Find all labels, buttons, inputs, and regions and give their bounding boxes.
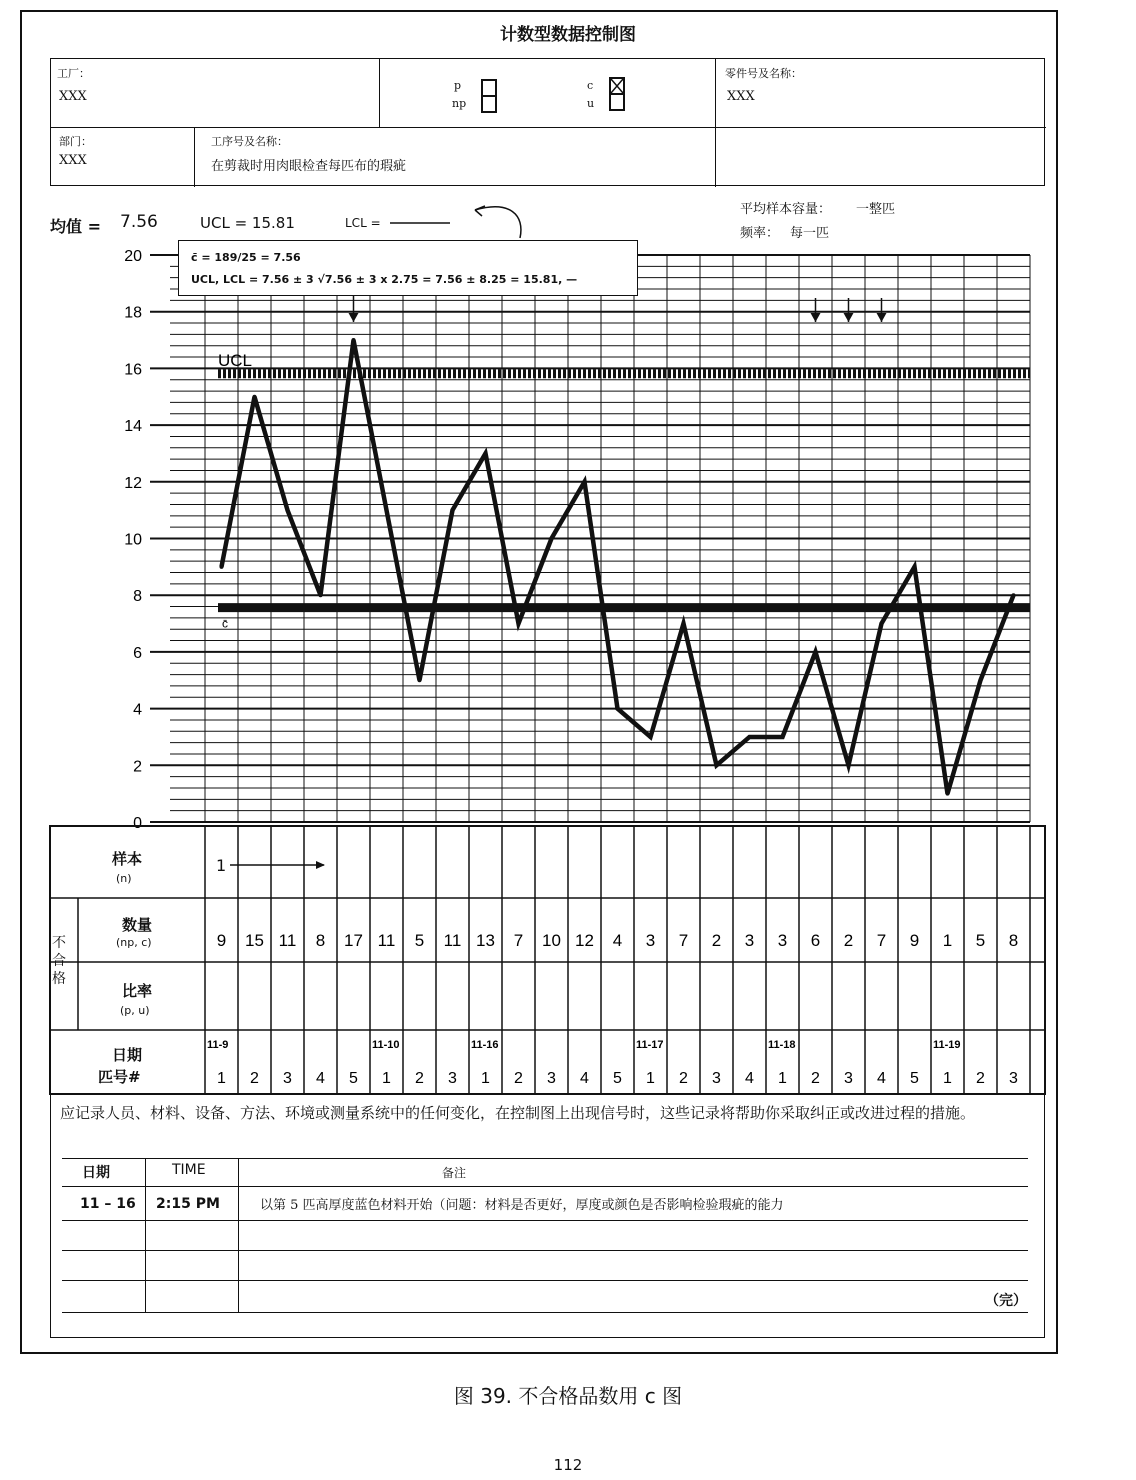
piece-cell: 1 <box>778 1070 787 1087</box>
factory-label: 工厂： <box>57 67 90 80</box>
count-cell: 9 <box>216 931 227 950</box>
data-point <box>583 480 587 484</box>
count-cell: 5 <box>975 931 986 950</box>
signal-arrow <box>844 313 854 322</box>
date-cell: 11-18 <box>768 1039 796 1051</box>
date-cell: 11-19 <box>933 1039 961 1051</box>
formula-box <box>178 240 638 296</box>
notes-col-time: TIME <box>172 1162 206 1178</box>
dept-value: XXX <box>59 153 87 168</box>
piece-cell: 4 <box>316 1070 325 1087</box>
piece-cell: 5 <box>613 1070 622 1087</box>
mean-label: 均值 = <box>50 217 101 236</box>
avg-sample-label: 平均样本容量： <box>740 202 832 217</box>
count-sub: (np, c) <box>116 936 152 949</box>
piece-cell: 3 <box>283 1070 292 1087</box>
signal-arrow <box>349 313 359 322</box>
date-label: 日期 <box>112 1046 143 1064</box>
dept-label: 部门： <box>59 135 92 148</box>
formula-line-2: UCL, LCL = 7.56 ± 3 √7.56 ± 3 x 2.75 = 7.56 ± 8.25 = 15.81, — <box>191 273 578 286</box>
piece-cell: 1 <box>481 1070 490 1087</box>
u-label: u <box>587 97 595 110</box>
piece-cell: 3 <box>712 1070 721 1087</box>
y-tick-label: 0 <box>133 815 142 832</box>
piece-cell: 5 <box>349 1070 358 1087</box>
piece-cell: 2 <box>250 1070 259 1087</box>
y-tick-label: 2 <box>133 758 142 776</box>
count-cell: 17 <box>344 931 363 950</box>
sample-first: 1 <box>216 856 227 875</box>
count-cell: 8 <box>315 931 326 950</box>
piece-cell: 4 <box>745 1070 754 1087</box>
data-point <box>418 678 422 682</box>
y-tick-label: 8 <box>133 588 142 606</box>
piece-cell: 4 <box>580 1070 589 1087</box>
y-tick-label: 18 <box>124 304 142 322</box>
data-point <box>682 622 686 626</box>
y-tick-label: 16 <box>124 361 142 379</box>
freq-label: 频率： <box>740 226 780 241</box>
data-point <box>286 508 290 512</box>
piece-cell: 3 <box>1009 1070 1018 1087</box>
y-tick-label: 12 <box>124 474 142 492</box>
avg-sample-value: 一整匹 <box>856 202 896 217</box>
data-point <box>814 650 818 654</box>
data-point <box>484 451 488 455</box>
data-table <box>50 826 1045 1094</box>
data-point <box>253 395 257 399</box>
data-point <box>781 735 785 739</box>
piece-cell: 5 <box>910 1070 919 1087</box>
count-cell: 6 <box>810 931 821 950</box>
rate-sub: (p, u) <box>120 1004 150 1017</box>
data-point <box>847 763 851 767</box>
date-cell: 11-9 <box>207 1039 229 1051</box>
count-cell: 12 <box>575 931 594 950</box>
notes-col-remark: 备注 <box>442 1166 467 1180</box>
piece-cell: 2 <box>976 1070 985 1087</box>
notes-row1-time: 2:15 PM <box>156 1196 220 1212</box>
count-cell: 15 <box>245 931 264 950</box>
part-value: XXX <box>727 89 755 104</box>
process-label: 工序号及名称： <box>211 135 288 148</box>
y-tick-label: 20 <box>124 248 142 265</box>
y-tick-label: 14 <box>124 418 142 436</box>
piece-cell: 3 <box>547 1070 556 1087</box>
count-cell: 3 <box>777 931 788 950</box>
sample-arrow <box>230 860 330 870</box>
piece-cell: 3 <box>844 1070 853 1087</box>
data-point <box>352 338 356 342</box>
formula-line-1: c̄ = 189/25 = 7.56 <box>191 251 301 264</box>
y-tick-label: 6 <box>133 644 142 662</box>
factory-value: XXX <box>59 89 87 104</box>
side-label: 不合格 <box>52 935 66 987</box>
piece-cell: 1 <box>382 1070 391 1087</box>
part-label: 零件号及名称： <box>725 67 802 80</box>
count-cell: 5 <box>414 931 425 950</box>
process-value: 在剪裁时用肉眼检查每匹布的瑕疵 <box>211 159 407 174</box>
date-cell: 11-17 <box>636 1039 664 1051</box>
data-point <box>385 508 389 512</box>
count-cell: 1 <box>942 931 953 950</box>
count-cell: 7 <box>678 931 689 950</box>
center-label: c̄ <box>222 616 228 631</box>
notes-row1-remark: 以第 5 匹高厚度蓝色材料开始（问题：材料是否更好，厚度或颜色是否影响检验瑕疵的能力 <box>260 1198 784 1213</box>
ucl-label: UCL <box>218 350 253 370</box>
count-cell: 13 <box>476 931 495 950</box>
data-point <box>451 508 455 512</box>
count-cell: 11 <box>443 931 462 950</box>
piece-label: 匹号# <box>98 1068 141 1086</box>
data-point <box>880 622 884 626</box>
piece-cell: 2 <box>415 1070 424 1087</box>
data-point <box>1012 593 1016 597</box>
count-cell: 10 <box>542 931 561 950</box>
piece-cell: 2 <box>514 1070 523 1087</box>
signal-arrow <box>811 313 821 322</box>
data-point <box>649 735 653 739</box>
count-cell: 4 <box>612 931 623 950</box>
count-cell: 3 <box>645 931 656 950</box>
form-title: 计数型数据控制图 <box>500 25 636 45</box>
data-point <box>220 565 224 569</box>
data-point <box>913 565 917 569</box>
piece-cell: 4 <box>877 1070 886 1087</box>
piece-cell: 1 <box>646 1070 655 1087</box>
count-cell: 3 <box>744 931 755 950</box>
freq-value: 每一匹 <box>790 226 830 241</box>
count-cell: 7 <box>876 931 887 950</box>
date-cell: 11-16 <box>471 1039 499 1051</box>
piece-cell: 2 <box>679 1070 688 1087</box>
count-cell: 11 <box>377 931 396 950</box>
count-cell: 11 <box>278 931 297 950</box>
y-tick-label: 10 <box>124 531 142 549</box>
notes-end: （完） <box>985 1293 1027 1309</box>
p-label: p <box>454 79 462 92</box>
piece-cell: 2 <box>811 1070 820 1087</box>
np-label: np <box>452 97 467 110</box>
piece-cell: 3 <box>448 1070 457 1087</box>
data-point <box>715 763 719 767</box>
mean-value: 7.56 <box>120 212 158 232</box>
y-tick-label: 4 <box>133 701 142 719</box>
count-cell: 2 <box>843 931 854 950</box>
c-label: c <box>587 79 594 92</box>
sample-label: 样本 <box>112 850 143 868</box>
data-point <box>616 707 620 711</box>
ucl-text: UCL = 15.81 <box>200 214 295 232</box>
data-point <box>979 678 983 682</box>
count-cell: 8 <box>1008 931 1019 950</box>
date-cell: 11-10 <box>372 1039 400 1051</box>
notes-intro: 应记录人员、材料、设备、方法、环境或测量系统中的任何变化，在控制图上出现信号时，这些记录将帮助你采取纠正或改进过程的措施。 <box>60 1104 976 1122</box>
notes-row1-date: 11 – 16 <box>80 1196 136 1212</box>
data-point <box>748 735 752 739</box>
data-point <box>319 593 323 597</box>
sample-sub: (n) <box>116 872 132 885</box>
data-point <box>517 622 521 626</box>
count-cell: 7 <box>513 931 524 950</box>
lcl-text: LCL = <box>345 216 381 230</box>
data-point <box>946 792 950 796</box>
notes-box <box>50 1094 1045 1338</box>
data-series-line <box>222 340 1014 794</box>
count-label: 数量 <box>122 916 153 934</box>
rate-label: 比率 <box>122 982 153 1000</box>
notes-col-date: 日期 <box>82 1165 110 1181</box>
data-point <box>550 537 554 541</box>
figure-caption: 图 39. 不合格品数用 c 图 <box>453 1384 683 1408</box>
piece-cell: 1 <box>217 1070 226 1087</box>
signal-arrow <box>877 313 887 322</box>
page-number: 112 <box>553 1456 583 1474</box>
count-cell: 2 <box>711 931 722 950</box>
count-cell: 9 <box>909 931 920 950</box>
piece-cell: 1 <box>943 1070 952 1087</box>
